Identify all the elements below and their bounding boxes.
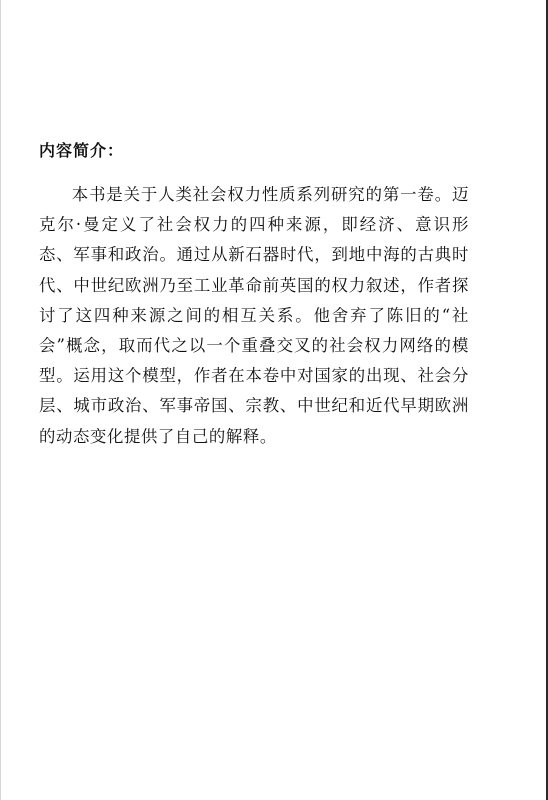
content-summary-paragraph: 本书是关于人类社会权力性质系列研究的第一卷。迈克尔·曼定义了社会权力的四种来源，即经济、意识形态、军事和政治。通过从新石器时代，到地中海的古典时代、中世纪欧洲乃至工业革命前英国的权力叙述，作者探讨了这四种来源之间的相互关系。他舍弃了陈旧的“社会”概念，取而代之以一个重叠交叉的社会权力网络的模型。运用这个模型，作者在本卷中对国家的出现、社会分层、城市政治、军事帝国、宗教、中世纪和近代早期欧洲的动态变化提供了自己的解释。: [39, 185, 469, 446]
content-summary-heading: 内容简介：: [39, 141, 125, 160]
